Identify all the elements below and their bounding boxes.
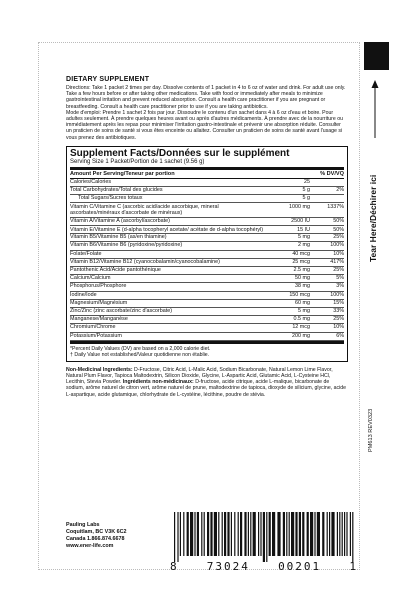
barcode-bar [352, 512, 353, 562]
nutrient-name: Vitamin B6/Vitamine B6 (pyridoxine/pyridoxine) [70, 242, 183, 249]
barcode-bar [346, 512, 347, 556]
barcode-bar [180, 512, 181, 556]
barcode-bar [331, 512, 334, 556]
barcode-bar [210, 512, 212, 556]
facts-row [70, 308, 344, 316]
nutrient-dv: 25% [333, 316, 344, 323]
nutrient-dv: 3% [336, 283, 344, 290]
facts-rows [70, 179, 344, 341]
barcode-bar [204, 512, 205, 556]
facts-row [70, 316, 344, 324]
barcode-bar [253, 512, 256, 556]
barcode-bar [295, 512, 297, 556]
barcode-bar [269, 512, 271, 556]
nutrient-amount: 0.5 mg [293, 316, 310, 323]
barcode-bar [350, 512, 351, 556]
nutrient-amount: 60 mg [295, 299, 310, 306]
nutrient-name: Potassium/Potassium [70, 332, 122, 339]
facts-row [70, 267, 344, 275]
nutrient-dv: 15% [333, 299, 344, 306]
facts-row [70, 187, 344, 195]
barcode-bar [329, 512, 330, 556]
nutrient-name: Vitamin A/Vitamine A (ascorbyl/ascorbate) [70, 217, 170, 224]
nutrient-name: Manganese/Manganèse [70, 316, 128, 323]
nutrient-name: Vitamin B5/Vitamine B5 (as/en thiamine) [70, 234, 167, 241]
serving-size: Serving Size 1 Packet/Portion de 1 sachet (9.56 g) [70, 159, 344, 170]
barcode-bar [310, 512, 313, 556]
facts-row [70, 195, 344, 203]
nutrient-amount: 50 mg [295, 275, 310, 282]
directions-fr: Mode d'emploi: Prendre 1 sachet 2 fois par jour. Dissoudre le contenu d'un sachet dans 4 à 6 oz d'eau et boire. Pour adultes seulement. À prendre quelques heures avant ou après d'autres médicaments. À prendre avec de la nourriture ou immédiatement après les repas pour minimiser l'irritation gastro-intestinale et prévenir une absorption réduite. Consulter un praticien de soins de santé si vous êtes enceinte ou allaitez. Consulter un praticien de soins de santé avant l'usage si vous prenez des antibiotiques. [66, 109, 343, 141]
nutrient-dv: 33% [333, 308, 344, 315]
nutrient-amount: 25 mcg [292, 258, 310, 265]
barcode-bar [327, 512, 328, 556]
nutrient-name: Zinc/Zinc (zinc ascorbate/zinc d'ascorbate) [70, 308, 172, 315]
barcode-bar [258, 512, 259, 556]
barcode-bar [224, 512, 226, 556]
nutrient-name: Iodine/Iode [70, 291, 97, 298]
nutrient-dv: 6% [336, 332, 344, 339]
barcode-bar [201, 512, 202, 556]
barcode-digits-right: 00201 [278, 560, 322, 573]
barcode-bar [234, 512, 235, 556]
nutrient-amount: 5 mg [298, 308, 310, 315]
nutrient-dv: 25% [333, 267, 344, 274]
barcode-digit-lead: 8 [170, 560, 179, 573]
label-content [66, 76, 348, 398]
nutrient-amount: 12 mcg [292, 324, 310, 331]
nutrient-amount: 15 IU [297, 226, 310, 233]
nutrient-dv [310, 195, 344, 202]
barcode-bar [263, 512, 265, 562]
nutrient-name: Phosphorus/Phosphore [70, 283, 127, 290]
nutrient-dv: 50% [333, 217, 344, 224]
barcode-bar [190, 512, 193, 556]
nutrient-name: Calories/Calories [70, 178, 112, 185]
nutrient-dv: 50% [333, 226, 344, 233]
nutrient-amount: 2500 IU [291, 217, 310, 224]
nutrient-amount: 38 mg [295, 283, 310, 290]
footnote-not-established: † Daily Value not established/Valeur quotidienne non établie. [70, 352, 210, 359]
barcode-bar [177, 512, 178, 562]
barcode-bar [277, 512, 280, 556]
nutrient-name: Magnesium/Magnésium [70, 299, 128, 306]
facts-row [70, 179, 344, 187]
facts-row [70, 300, 344, 308]
barcode-bar [260, 512, 261, 556]
facts-row [70, 259, 344, 267]
barcode-bar [291, 512, 294, 556]
facts-row [70, 234, 344, 242]
barcode-bar [227, 512, 229, 556]
nutrient-name: Folate/Folate [70, 250, 102, 257]
nutrient-name: Vitamin B12/Vitamine B12 (cyanocobalamin/cyanocobalamine) [70, 258, 220, 265]
nutrient-amount: 5 g [302, 187, 310, 194]
facts-row [70, 218, 344, 226]
nonmed-text-en: D-Fructose, Citric Acid, L-Malic Acid, Sodium Bicarbonate, Natural Lemon Lime Flavor, Natural Plum Flavor, Tapioca Maltodextrin, Silicon Dioxide, Glycine, L-Aspartic Acid, Glutamic Acid, L-Cysteine HCl, Lecithin, Stevia Powder. [66, 366, 333, 386]
barcode-bar [214, 512, 217, 556]
company-phone: Canada 1.866.874.6678 [66, 536, 125, 542]
facts-row [70, 251, 344, 259]
nutrient-amount: 2.5 mg [293, 267, 310, 274]
nutrient-dv: 100% [330, 291, 344, 298]
company-website: www.ener-life.com [66, 543, 114, 549]
barcode-bar [344, 512, 345, 556]
non-medicinal-ingredients [66, 367, 348, 398]
nutrient-dv [310, 179, 344, 186]
product-code: PM613 REV0323 [368, 408, 374, 452]
barcode-bar [187, 512, 189, 556]
barcode-digits [170, 560, 358, 573]
barcode-bar [194, 512, 195, 556]
company-name: Pauling Labs [66, 522, 100, 528]
barcode-bar [342, 512, 343, 556]
barcode-bar [289, 512, 290, 556]
nutrient-dv: 10% [333, 324, 344, 331]
barcode-bar [218, 512, 219, 556]
tear-here-text[interactable]: Tear Here/Déchirer ici [368, 174, 378, 262]
barcode-bar [314, 512, 315, 556]
barcode-bar [240, 512, 242, 556]
nutrient-dv: 10% [333, 250, 344, 257]
barcode-bar [248, 512, 249, 556]
nutrient-name: Total Carbohydrates/Total des glucides [70, 187, 163, 194]
nutrient-amount: 5 g [302, 195, 310, 202]
barcode-bar [272, 512, 275, 556]
facts-title: Supplement Facts/Données sur le supplément [70, 147, 290, 159]
barcode-bar [283, 512, 285, 556]
amount-per-serving-header: Amount Per Serving/Teneur par portion [70, 170, 175, 177]
barcode-bar [231, 512, 232, 556]
nutrient-amount: 1000 mg [289, 203, 310, 210]
nutrient-dv: 25% [333, 234, 344, 241]
barcode-bar [238, 512, 239, 556]
nutrient-name: Pantothenic Acid/Acide pantothénique [70, 267, 161, 274]
nutrient-name: Chromium/Chrome [70, 324, 116, 331]
facts-row [70, 242, 344, 250]
supplement-facts-panel [66, 146, 348, 362]
facts-row [70, 292, 344, 300]
nutrient-amount: 5 mg [298, 234, 310, 241]
nutrient-dv: 417% [330, 258, 344, 265]
facts-row [70, 333, 344, 341]
footnote-dv: *Percent Daily Values (DV) are based on a 2,000 calorie diet. [70, 345, 211, 352]
nutrient-amount: 200 mg [292, 332, 310, 339]
facts-footnotes [70, 341, 344, 359]
barcode-digits-left: 73024 [206, 560, 250, 573]
facts-row [70, 203, 344, 217]
nutrient-dv: 2% [336, 187, 344, 194]
facts-row [70, 283, 344, 291]
barcode-bar [337, 512, 338, 556]
barcode-bar [322, 512, 324, 556]
barcode-bar [250, 512, 251, 556]
facts-row [70, 226, 344, 234]
nutrient-name: Vitamin E/Vitamine E (d-alpha tocopheryl acetate/ acétate de d-alpha tocophéryl) [70, 226, 264, 233]
nutrient-amount: 40 mcg [292, 250, 310, 257]
facts-row [70, 324, 344, 332]
nutrient-dv: 100% [330, 242, 344, 249]
nutrient-amount: 150 mcg [289, 291, 310, 298]
nonmed-label-fr: Ingrédients non-médicinaux: [122, 379, 194, 386]
nutrient-dv: 1337% [327, 203, 344, 210]
barcode-bar [307, 512, 309, 556]
barcode-bar [174, 512, 175, 562]
barcode-bar [317, 512, 320, 556]
dv-header: % DV/VQ [320, 170, 344, 177]
facts-header-row [70, 170, 344, 179]
nutrient-dv: 5% [336, 275, 344, 282]
directions-en: Directions: Take 1 packet 2 times per day. Dissolve contents of 1 packet in 4 to 6 oz of water and drink. For adult use only. Take a few hours before or after taking other medications. Take with food or immediately after meals to minimize gastrointestinal irritation and prevent reduced absorption. Consult a health care practitioner if you are pregnant or breastfeeding. Consult a health care practitioner prior to use if you are taking antibiotics. [66, 85, 346, 110]
barcode-bar [197, 512, 199, 556]
barcode-bar [222, 512, 223, 556]
upc-barcode [170, 512, 358, 562]
facts-row [70, 275, 344, 283]
dietary-supplement-title: DIETARY SUPPLEMENT [66, 76, 150, 83]
barcode-bar [302, 512, 304, 556]
nutrient-name: Vitamin C/Vitamine C (ascorbic acid/acide ascorbique, mineral ascorbates/minéraux d'ascorbate de minéraux) [70, 203, 219, 217]
manufacturer-address [66, 522, 166, 550]
nutrient-name: Calcium/Calcium [70, 275, 111, 282]
nonmed-label-en: Non-Medicinal Ingredients: [66, 366, 133, 373]
company-city: Coquitlam, BC V3K 6C2 [66, 529, 127, 535]
barcode-bar [183, 512, 184, 556]
barcode-bar [244, 512, 246, 556]
barcode-bar [266, 512, 267, 562]
barcode-bar [207, 512, 209, 556]
nutrient-amount: 25 [304, 178, 310, 185]
nonmed-text-fr: D-fructose, acide citrique, acide L-malique, bicarbonate de sodium, arôme naturel de citron vert, arôme naturel de prune, maltodextrine de tapioca, dioxyde de silicium, glycine, acide L-aspartique, acide glutamique, chlorhydrate de L-cystéine, lécithine, poudre de stévia. [66, 379, 346, 398]
barcode-digit-check: 1 [349, 560, 358, 573]
barcode-bar [339, 512, 340, 556]
barcode-bar [286, 512, 287, 556]
nutrient-amount: 2 mg [298, 242, 310, 249]
barcode-bar [299, 512, 301, 556]
nutrient-name: Total Sugars/Sucres totaux [78, 195, 143, 202]
